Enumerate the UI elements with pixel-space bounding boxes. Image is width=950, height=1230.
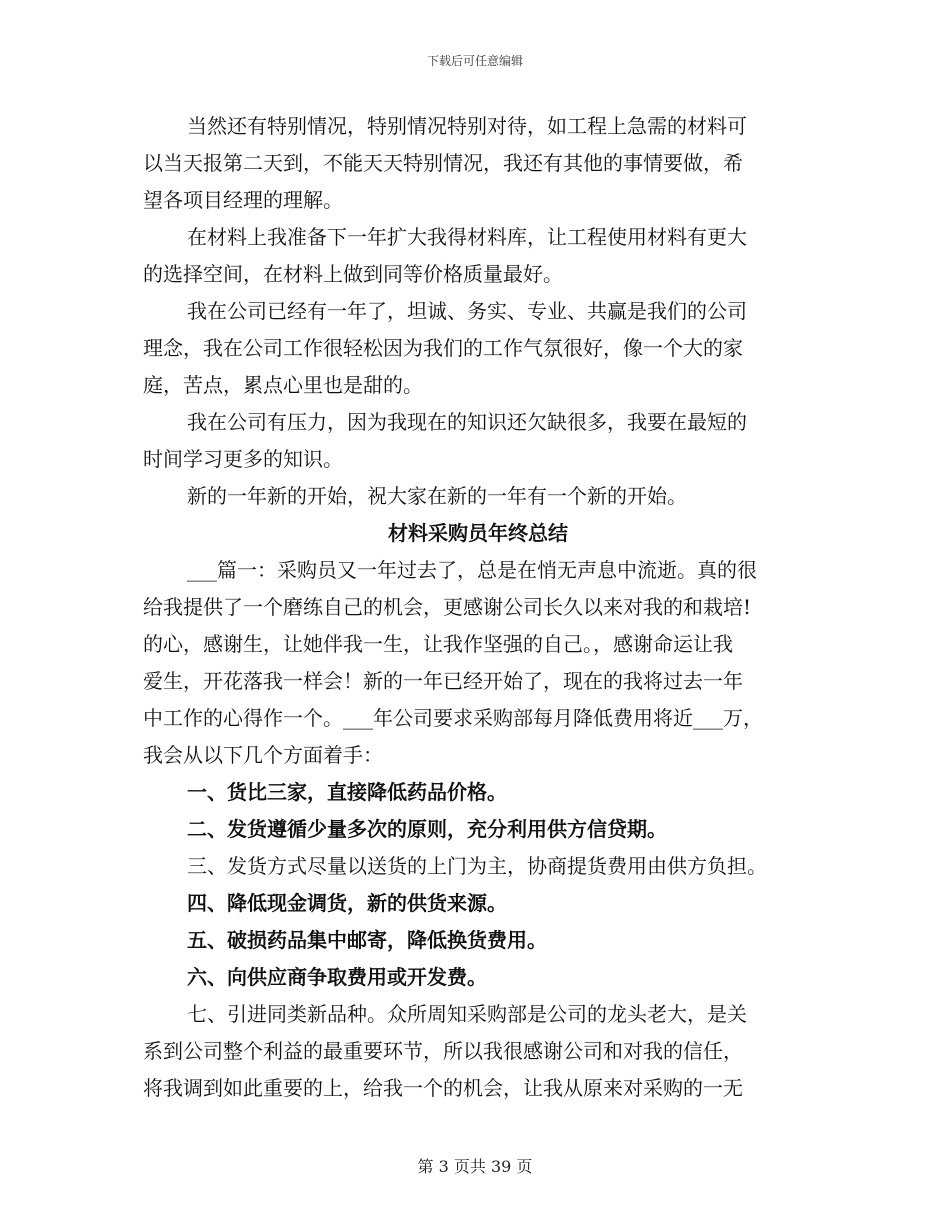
paragraph-line: 给我提供了一个磨练自己的机会，更感谢公司长久以来对我的和栽培! bbox=[143, 595, 752, 619]
paragraph-line: 系到公司整个利益的最重要环节，所以我很感谢公司和对我的信任， bbox=[143, 1039, 743, 1063]
paragraph-line: 将我调到如此重要的上，给我一个的机会，让我从原来对采购的一无 bbox=[143, 1076, 743, 1100]
document-body bbox=[143, 108, 813, 1107]
paragraph-line: 新的一年新的开始，祝大家在新的一年有一个新的开始。 bbox=[187, 484, 687, 508]
section-title: 材料采购员年终总结 bbox=[388, 521, 568, 545]
paragraph-line: 以当天报第二天到，不能天天特别情况，我还有其他的事情要做，希 bbox=[143, 151, 743, 175]
list-item: 一、货比三家，直接降低药品价格。 bbox=[187, 780, 507, 804]
list-item: 六、向供应商争取费用或开发费。 bbox=[187, 965, 487, 989]
paragraph-line: 时间学习更多的知识。 bbox=[143, 447, 343, 471]
paragraph-line: 我会从以下几个方面着手： bbox=[143, 743, 383, 767]
list-item: 二、发货遵循少量多次的原则，充分利用供方信贷期。 bbox=[187, 817, 667, 841]
page-number: 第 3 页共 39 页 bbox=[417, 1157, 533, 1176]
paragraph-line: 中工作的心得作一个。___年公司要求采购部每月降低费用将近___万， bbox=[143, 706, 763, 730]
list-item: 五、破损药品集中邮寄，降低换货费用。 bbox=[187, 928, 547, 952]
paragraph-line: 的选择空间，在材料上做到同等价格质量最好。 bbox=[143, 262, 563, 286]
paragraph-line: ___篇一：采购员又一年过去了，总是在悄无声息中流逝。真的很 bbox=[187, 558, 757, 582]
paragraph-line: 在材料上我准备下一年扩大我得材料库，让工程使用材料有更大 bbox=[187, 225, 747, 249]
paragraph-line: 望各项目经理的理解。 bbox=[143, 188, 343, 212]
paragraph-line: 理念，我在公司工作很轻松因为我们的工作气氛很好，像一个大的家 bbox=[143, 336, 743, 360]
paragraph-line: 的心，感谢生，让她伴我一生，让我作坚强的自己。，感谢命运让我 bbox=[143, 632, 733, 656]
paragraph-line: 我在公司有压力，因为我现在的知识还欠缺很多，我要在最短的 bbox=[187, 410, 747, 434]
paragraph-line: 庭，苦点，累点心里也是甜的。 bbox=[143, 373, 423, 397]
paragraph-line: 七、引进同类新品种。众所周知采购部是公司的龙头老大，是关 bbox=[187, 1002, 747, 1026]
paragraph-line: 我在公司已经有一年了，坦诚、务实、专业、共赢是我们的公司 bbox=[187, 299, 747, 323]
list-item: 四、降低现金调货，新的供货来源。 bbox=[187, 891, 507, 915]
list-item: 三、发货方式尽量以送货的上门为主，协商提货费用由供方负担。 bbox=[187, 854, 767, 878]
header-note: 下载后可任意编辑 bbox=[426, 54, 523, 68]
paragraph-line: 爱生，开花落我一样会！新的一年已经开始了，现在的我将过去一年 bbox=[143, 669, 743, 693]
paragraph-line: 当然还有特别情况，特别情况特别对待，如工程上急需的材料可 bbox=[187, 114, 747, 138]
